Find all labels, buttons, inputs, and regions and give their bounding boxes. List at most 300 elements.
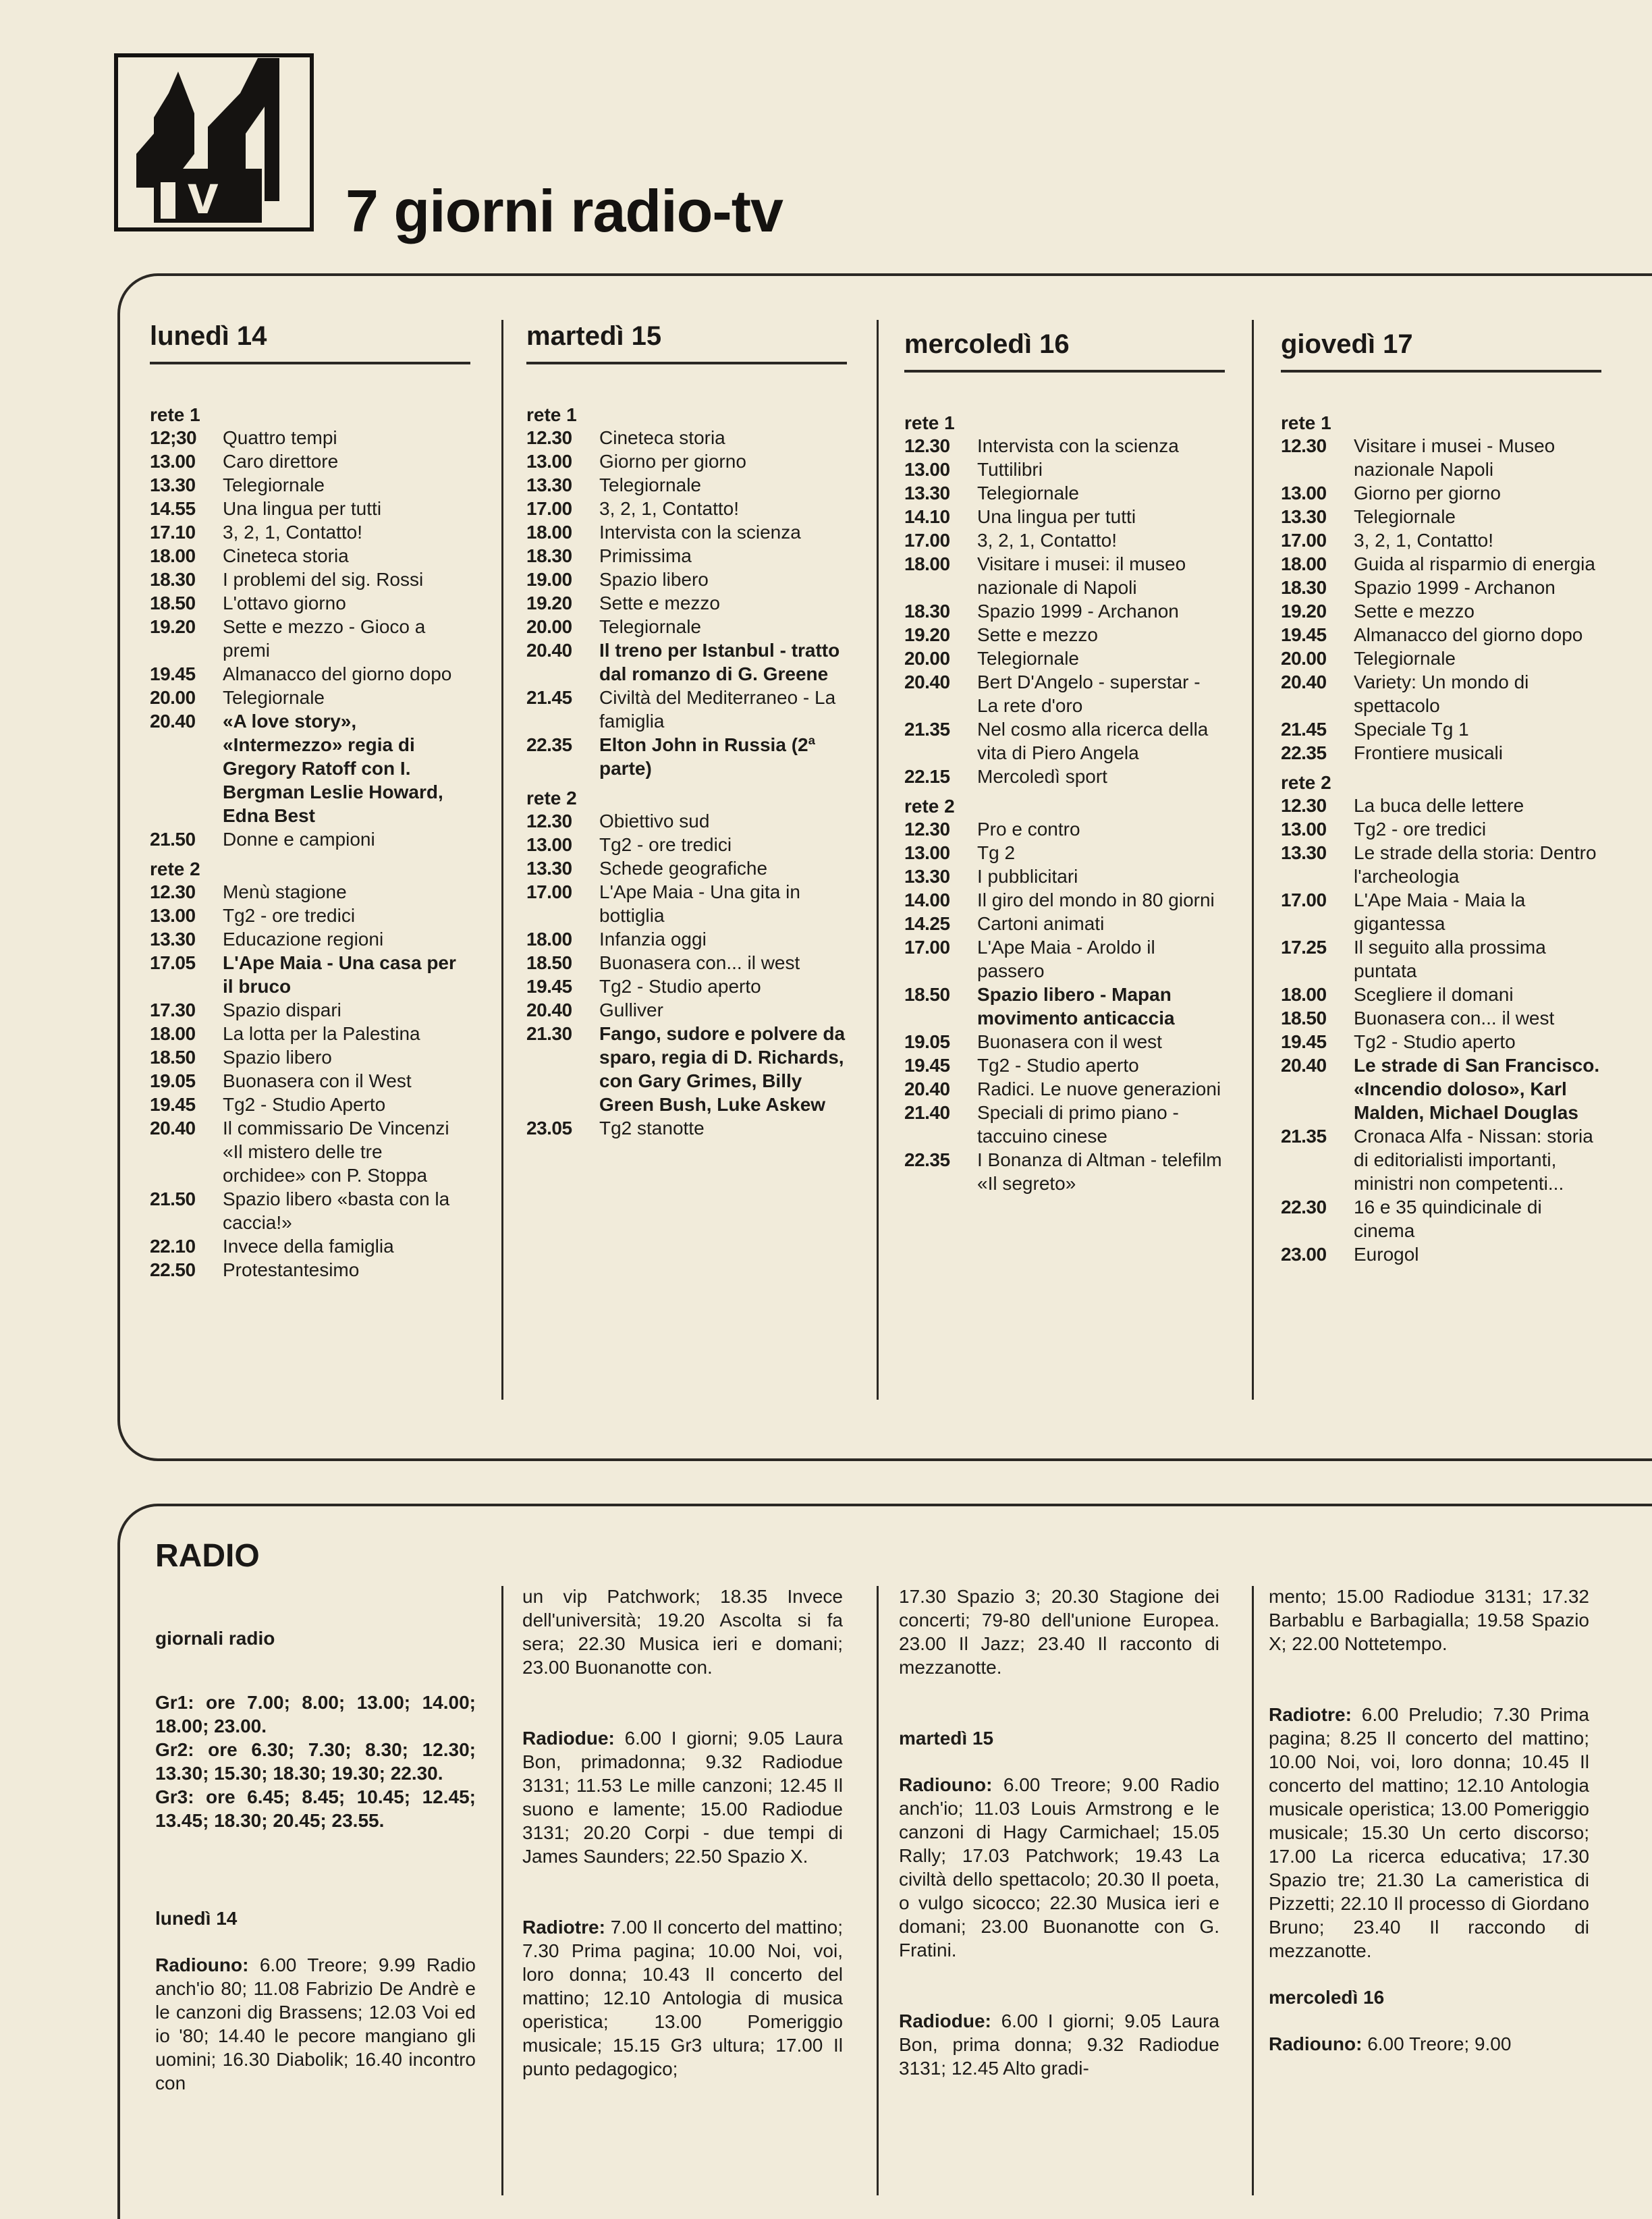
entry-program: Scegliere il domani bbox=[1354, 984, 1514, 1005]
entry-program: Una lingua per tutti bbox=[977, 506, 1136, 527]
channel-label: rete 1 bbox=[526, 404, 577, 425]
entry-time: 18.30 bbox=[526, 545, 572, 566]
entry-time: 19.20 bbox=[526, 593, 572, 613]
day-column bbox=[150, 316, 470, 1282]
schedule-entry bbox=[526, 975, 847, 998]
schedule-entry bbox=[150, 1045, 470, 1069]
channel-label: rete 2 bbox=[526, 788, 577, 809]
schedule-entry bbox=[1281, 841, 1601, 888]
schedule-entry bbox=[1281, 888, 1601, 935]
radio-paragraph: Radiodue: 6.00 I giorni; 9.05 Laura Bon, primadonna; 9.32 Radiodue 3131; 11.53 Le mille canzoni; 12.45 Il suono e lamente; 15.00 Radiodue 3131; 20.20 Corpi - due tempi di James Saunders; 22.50 Spazio X. bbox=[522, 1728, 843, 1867]
entry-time: 12.30 bbox=[526, 427, 572, 448]
entry-time: 17.00 bbox=[526, 498, 572, 519]
entry-program: Fango, sudore e polvere da sparo, regia di D. Richards, con Gary Grimes, Billy Green Bush, Luke Askew bbox=[599, 1023, 846, 1115]
entry-time: 14.55 bbox=[150, 498, 196, 519]
entry-time: 20.40 bbox=[150, 1118, 196, 1139]
entry-time: 18.00 bbox=[150, 1023, 196, 1044]
entry-program: Invece della famiglia bbox=[223, 1236, 394, 1257]
schedule-entry bbox=[526, 1116, 847, 1140]
entry-time: 12.30 bbox=[904, 819, 950, 840]
entry-time: 17.00 bbox=[904, 937, 950, 958]
entry-program: Intervista con la scienza bbox=[977, 435, 1179, 456]
entry-program: 3, 2, 1, Contatto! bbox=[223, 522, 363, 543]
schedule-entry bbox=[526, 833, 847, 856]
day-column bbox=[526, 316, 847, 1140]
schedule-entry bbox=[904, 888, 1225, 912]
schedule-entry bbox=[526, 426, 847, 449]
schedule-entry bbox=[150, 520, 470, 544]
schedule-entry bbox=[150, 662, 470, 686]
schedule-entry bbox=[1281, 741, 1601, 765]
entry-time: 23.05 bbox=[526, 1118, 572, 1139]
entry-time: 12.30 bbox=[526, 811, 572, 831]
entry-time: 18.00 bbox=[526, 929, 572, 950]
schedule-entry bbox=[1281, 1124, 1601, 1195]
schedule-entry bbox=[904, 599, 1225, 623]
schedule-entry bbox=[904, 841, 1225, 865]
entry-time: 13.30 bbox=[150, 474, 196, 495]
schedule-entry bbox=[904, 528, 1225, 552]
entry-time: 22.35 bbox=[1281, 742, 1327, 763]
entry-program: Sette e mezzo bbox=[1354, 601, 1475, 622]
entry-time: 20.40 bbox=[1281, 672, 1327, 692]
entry-time: 13.30 bbox=[1281, 842, 1327, 863]
entry-time: 12.30 bbox=[150, 881, 196, 902]
schedule-entry bbox=[904, 647, 1225, 670]
schedule-entry bbox=[904, 481, 1225, 505]
entry-program: L'Ape Maia - Una casa per il bruco bbox=[223, 952, 456, 997]
schedule-entry bbox=[904, 1030, 1225, 1053]
schedule-entry bbox=[150, 1116, 470, 1187]
entry-time: 13.00 bbox=[1281, 483, 1327, 503]
entry-time: 17.25 bbox=[1281, 937, 1327, 958]
entry-time: 17.05 bbox=[150, 952, 196, 973]
schedule-entry bbox=[904, 1101, 1225, 1148]
schedule-entry bbox=[1281, 1030, 1601, 1053]
entry-program: Sette e mezzo bbox=[599, 593, 720, 613]
radio-paragraph: mento; 15.00 Radiodue 3131; 17.32 Barbablu e Barbagialla; 19.58 Spazio X; 22.00 Nottetempo. bbox=[1269, 1586, 1589, 1654]
entry-program: Nel cosmo alla ricerca della vita di Piero Angela bbox=[977, 719, 1209, 763]
schedule-entry bbox=[150, 951, 470, 998]
entry-program: Telegiornale bbox=[1354, 506, 1456, 527]
day-heading: lunedì 14 bbox=[155, 1908, 238, 1929]
entry-time: 20.40 bbox=[526, 640, 572, 661]
column-divider bbox=[877, 320, 879, 1400]
entry-program: «A love story», «Intermezzo» regia di Gregory Ratoff con I. Bergman Leslie Howard, Edna Best bbox=[223, 711, 443, 826]
day-heading: martedì 15 bbox=[526, 321, 662, 351]
schedule-entry bbox=[1281, 1006, 1601, 1030]
column-divider bbox=[501, 1586, 503, 2195]
entry-time: 20.00 bbox=[526, 616, 572, 637]
heading-rule bbox=[526, 362, 847, 364]
schedule-entry bbox=[526, 880, 847, 927]
schedule-entry bbox=[150, 827, 470, 851]
entry-time: 19.45 bbox=[904, 1055, 950, 1076]
schedule-entry bbox=[526, 686, 847, 733]
schedule-entry bbox=[150, 904, 470, 927]
entry-program: Telegiornale bbox=[223, 474, 325, 495]
entry-time: 13.30 bbox=[904, 483, 950, 503]
entry-program: Speciali di primo piano - taccuino cinese bbox=[977, 1102, 1179, 1147]
entry-time: 20.00 bbox=[904, 648, 950, 669]
schedule-entry bbox=[150, 497, 470, 520]
schedule-entry bbox=[904, 1148, 1225, 1195]
schedule-entry bbox=[526, 615, 847, 638]
schedule-entry bbox=[1281, 794, 1601, 817]
entry-program: I pubblicitari bbox=[977, 866, 1078, 887]
entry-program: 16 e 35 quindicinale di cinema bbox=[1354, 1197, 1542, 1241]
entry-time: 18.00 bbox=[1281, 984, 1327, 1005]
entry-time: 22.35 bbox=[904, 1149, 950, 1170]
entry-program: I problemi del sig. Rossi bbox=[223, 569, 424, 590]
entry-program: La lotta per la Palestina bbox=[223, 1023, 420, 1044]
entry-time: 17.10 bbox=[150, 522, 196, 543]
schedule-entry bbox=[1281, 552, 1601, 576]
schedule-entry bbox=[904, 1053, 1225, 1077]
entry-time: 13.30 bbox=[526, 474, 572, 495]
schedule-entry bbox=[150, 615, 470, 662]
schedule-entry bbox=[150, 1069, 470, 1093]
schedule-entry bbox=[904, 505, 1225, 528]
entry-time: 13.00 bbox=[904, 842, 950, 863]
entry-time: 20.00 bbox=[150, 687, 196, 708]
radio-paragraph: Radiotre: 7.00 Il concerto del mattino; 7.30 Prima pagina; 10.00 Noi, voi, loro donna; 10.43 Il concerto del mattino; 12.10 Antologia di musica operistica; 13.00 Pomeriggio musicale; 15.15 Gr3 ultura; 17.00 Il punto pedagogico; bbox=[522, 1917, 843, 2079]
schedule-entry bbox=[904, 458, 1225, 481]
schedule-entry bbox=[1281, 647, 1601, 670]
entry-program: Buonasera con il west bbox=[977, 1031, 1162, 1052]
entry-time: 21.45 bbox=[526, 687, 572, 708]
column-divider bbox=[1252, 1586, 1254, 2195]
schedule-entry bbox=[150, 998, 470, 1022]
schedule-entry bbox=[526, 856, 847, 880]
schedule-entry bbox=[526, 927, 847, 951]
entry-program: Donne e campioni bbox=[223, 829, 375, 850]
entry-time: 21.50 bbox=[150, 1188, 196, 1209]
entry-program: Obiettivo sud bbox=[599, 811, 710, 831]
entry-program: L'ottavo giorno bbox=[223, 593, 346, 613]
entry-program: Almanacco del giorno dopo bbox=[1354, 624, 1583, 645]
entry-time: 18.50 bbox=[1281, 1008, 1327, 1029]
radio-column-2 bbox=[522, 1585, 843, 2104]
entry-time: 18.50 bbox=[150, 593, 196, 613]
entry-program: Tg2 - Studio aperto bbox=[1354, 1031, 1516, 1052]
entry-program: Spazio libero - Mapan movimento anticaccia bbox=[977, 984, 1175, 1029]
radio-paragraph: Radiotre: 6.00 Preludio; 7.30 Prima pagina; 8.25 Il concerto del mattino; 10.00 Noi, voi, loro donna; 10.45 Il concerto del mattino; 12.10 Antologia musicale operistica; 13.00 Pomeriggio musicale; 15.30 Un certo discorso; 17.00 La ricerca educativa; 17.30 Spazio tre; 21.30 La cameristica di Pizzetti; 22.10 Il processo di Giordano Bruno; 23.40 Il raccondo di mezzanotte. bbox=[1269, 1704, 1589, 1961]
schedule-entry bbox=[904, 817, 1225, 841]
channel-label: rete 1 bbox=[1281, 412, 1331, 433]
entry-program: 3, 2, 1, Contatto! bbox=[977, 530, 1118, 551]
schedule-entry bbox=[526, 998, 847, 1022]
gr-line: Gr2: ore 6.30; 7.30; 8.30; 12.30; 13.30; 15.30; 18.30; 19.30; 22.30. bbox=[155, 1739, 476, 1784]
entry-program: Pro e contro bbox=[977, 819, 1080, 840]
entry-program: Sette e mezzo - Gioco a premi bbox=[223, 616, 426, 661]
schedule-entry bbox=[1281, 528, 1601, 552]
entry-time: 22.50 bbox=[150, 1259, 196, 1280]
entry-program: Spazio 1999 - Archanon bbox=[1354, 577, 1555, 598]
tv-logo bbox=[113, 53, 314, 232]
day-heading: lunedì 14 bbox=[150, 321, 267, 351]
entry-time: 20.40 bbox=[904, 1078, 950, 1099]
schedule-entry bbox=[904, 912, 1225, 935]
entry-program: Buonasera con... il west bbox=[599, 952, 800, 973]
entry-time: 21.50 bbox=[150, 829, 196, 850]
entry-program: Caro direttore bbox=[223, 451, 339, 472]
day-column bbox=[904, 324, 1225, 1195]
schedule-entry bbox=[904, 1077, 1225, 1101]
entry-program: Elton John in Russia (2ª parte) bbox=[599, 734, 815, 779]
entry-program: Almanacco del giorno dopo bbox=[223, 663, 452, 684]
schedule-entry bbox=[150, 568, 470, 591]
schedule-entry bbox=[150, 473, 470, 497]
schedule-entry bbox=[904, 623, 1225, 647]
entry-time: 22.15 bbox=[904, 766, 950, 787]
channel-label: rete 2 bbox=[150, 858, 200, 879]
schedule-entry bbox=[904, 717, 1225, 765]
entry-program: Giorno per giorno bbox=[1354, 483, 1501, 503]
schedule-entry bbox=[526, 1022, 847, 1116]
radio-paragraph: Radiouno: 6.00 Treore; 9.00 bbox=[1269, 2033, 1512, 2054]
entry-program: Le strade della storia: Dentro l'archeologia bbox=[1354, 842, 1597, 887]
column-divider bbox=[877, 1586, 879, 2195]
entry-program: 3, 2, 1, Contatto! bbox=[1354, 530, 1494, 551]
radio-paragraph: Radiouno: 6.00 Treore; 9.99 Radio anch'io 80; 11.08 Fabrizio De Andrè e le canzoni dig Brassens; 12.03 Voi ed io '80; 14.40 le pecore mangiano gli uomini; 16.30 Diabolik; 16.40 incontro con bbox=[155, 1954, 476, 2093]
entry-time: 12.30 bbox=[904, 435, 950, 456]
svg-text:v: v bbox=[188, 164, 219, 225]
entry-program: Visitare i musei - Museo nazionale Napoli bbox=[1354, 435, 1555, 480]
schedule-entry bbox=[526, 520, 847, 544]
channel-label: rete 1 bbox=[904, 412, 955, 433]
entry-program: Cineteca storia bbox=[599, 427, 725, 448]
entry-time: 19.20 bbox=[904, 624, 950, 645]
entry-program: Guida al risparmio di energia bbox=[1354, 553, 1595, 574]
entry-time: 17.00 bbox=[1281, 530, 1327, 551]
entry-program: Buonasera con il West bbox=[223, 1070, 412, 1091]
entry-time: 19.45 bbox=[150, 1094, 196, 1115]
entry-program: Le strade di San Francisco. «Incendio doloso», Karl Malden, Michael Douglas bbox=[1354, 1055, 1600, 1123]
entry-time: 14.10 bbox=[904, 506, 950, 527]
entry-program: Telegiornale bbox=[977, 648, 1079, 669]
entry-program: Frontiere musicali bbox=[1354, 742, 1503, 763]
entry-program: Mercoledì sport bbox=[977, 766, 1107, 787]
entry-program: Civiltà del Mediterraneo - La famiglia bbox=[599, 687, 836, 732]
channel-label: rete 2 bbox=[1281, 772, 1331, 793]
entry-program: Variety: Un mondo di spettacolo bbox=[1354, 672, 1529, 716]
entry-time: 14.00 bbox=[904, 889, 950, 910]
schedule-entry bbox=[904, 865, 1225, 888]
entry-program: Giorno per giorno bbox=[599, 451, 746, 472]
section-heading: giornali radio bbox=[155, 1628, 275, 1649]
schedule-entry bbox=[150, 1234, 470, 1258]
entry-program: Spazio libero «basta con la caccia!» bbox=[223, 1188, 450, 1233]
entry-time: 21.35 bbox=[1281, 1126, 1327, 1147]
heading-rule bbox=[904, 370, 1225, 373]
entry-time: 14.25 bbox=[904, 913, 950, 934]
schedule-entry bbox=[904, 552, 1225, 599]
entry-time: 19.05 bbox=[150, 1070, 196, 1091]
entry-time: 13.30 bbox=[526, 858, 572, 879]
schedule-entry bbox=[150, 1187, 470, 1234]
entry-program: Intervista con la scienza bbox=[599, 522, 801, 543]
entry-program: Buonasera con... il west bbox=[1354, 1008, 1555, 1029]
gr-line: Gr3: ore 6.45; 8.45; 10.45; 12.45; 13.45; 18.30; 20.45; 23.55. bbox=[155, 1786, 476, 1831]
entry-time: 17.00 bbox=[1281, 889, 1327, 910]
entry-time: 20.40 bbox=[526, 999, 572, 1020]
entry-program: La buca delle lettere bbox=[1354, 795, 1524, 816]
day-heading: mercoledì 16 bbox=[904, 329, 1070, 359]
entry-program: 3, 2, 1, Contatto! bbox=[599, 498, 740, 519]
schedule-entry bbox=[526, 544, 847, 568]
day-heading: mercoledì 16 bbox=[1269, 1987, 1385, 2008]
schedule-entry bbox=[526, 733, 847, 780]
entry-time: 22.10 bbox=[150, 1236, 196, 1257]
entry-time: 12.30 bbox=[1281, 435, 1327, 456]
entry-program: Spazio dispari bbox=[223, 999, 341, 1020]
schedule-entry bbox=[1281, 599, 1601, 623]
schedule-entry bbox=[904, 983, 1225, 1030]
schedule-entry bbox=[150, 544, 470, 568]
schedule-entry bbox=[1281, 717, 1601, 741]
entry-time: 22.35 bbox=[526, 734, 572, 755]
entry-program: Radici. Le nuove generazioni bbox=[977, 1078, 1221, 1099]
entry-program: Speciale Tg 1 bbox=[1354, 719, 1469, 740]
schedule-entry bbox=[150, 591, 470, 615]
entry-time: 21.35 bbox=[904, 719, 950, 740]
radio-column-1 bbox=[155, 1626, 476, 2118]
entry-time: 21.30 bbox=[526, 1023, 572, 1044]
entry-time: 13.00 bbox=[904, 459, 950, 480]
entry-program: Primissima bbox=[599, 545, 692, 566]
entry-program: Spazio libero bbox=[223, 1047, 332, 1068]
schedule-entry bbox=[1281, 481, 1601, 505]
entry-time: 18.50 bbox=[526, 952, 572, 973]
day-heading: martedì 15 bbox=[899, 1728, 994, 1749]
gr-line: Gr1: ore 7.00; 8.00; 13.00; 14.00; 18.00; 23.00. bbox=[155, 1692, 476, 1736]
entry-program: L'Ape Maia - Aroldo il passero bbox=[977, 937, 1155, 981]
channel-label: rete 1 bbox=[150, 404, 200, 425]
radio-title: RADIO bbox=[155, 1538, 260, 1574]
column-divider bbox=[501, 320, 503, 1400]
schedule-entry bbox=[904, 765, 1225, 788]
radio-paragraph: un vip Patchwork; 18.35 Invece dell'università; 19.20 Ascolta si fa sera; 22.30 Musica ieri e domani; 23.00 Buonanotte con. bbox=[522, 1586, 843, 1678]
entry-program: L'Ape Maia - Una gita in bottiglia bbox=[599, 881, 800, 926]
entry-program: Tg2 - ore tredici bbox=[1354, 819, 1487, 840]
radio-column-3 bbox=[899, 1585, 1219, 2103]
entry-program: Visitare i musei: il museo nazionale di Napoli bbox=[977, 553, 1186, 598]
entry-time: 13.30 bbox=[904, 866, 950, 887]
schedule-entry bbox=[526, 449, 847, 473]
schedule-entry bbox=[526, 473, 847, 497]
entry-time: 17.00 bbox=[526, 881, 572, 902]
schedule-entry bbox=[150, 1258, 470, 1282]
schedule-entry bbox=[150, 927, 470, 951]
entry-program: Tg2 - Studio aperto bbox=[599, 976, 761, 997]
radio-paragraph: Radiouno: 6.00 Treore; 9.00 Radio anch'io; 11.03 Louis Armstrong e le canzoni di Hagy Carmichael; 15.05 Rally; 17.03 Patchwork; 19.43 La civiltà dello spettacolo; 20.30 Il poeta, o vulgo sicocco; 22.30 Musica ieri e domani; 23.00 Buonanotte con G. Fratini. bbox=[899, 1774, 1219, 1961]
entry-time: 19.05 bbox=[904, 1031, 950, 1052]
entry-program: Telegiornale bbox=[1354, 648, 1456, 669]
schedule-entry bbox=[526, 951, 847, 975]
entry-time: 18.50 bbox=[150, 1047, 196, 1068]
entry-time: 21.45 bbox=[1281, 719, 1327, 740]
entry-program: Tg2 - ore tredici bbox=[223, 905, 356, 926]
entry-time: 20.40 bbox=[150, 711, 196, 732]
entry-program: Menù stagione bbox=[223, 881, 347, 902]
entry-program: Spazio libero bbox=[599, 569, 709, 590]
entry-program: L'Ape Maia - Maia la gigantessa bbox=[1354, 889, 1526, 934]
entry-program: Tg2 - Studio Aperto bbox=[223, 1094, 386, 1115]
entry-program: Telegiornale bbox=[223, 687, 325, 708]
entry-time: 20.40 bbox=[904, 672, 950, 692]
radio-paragraph: 17.30 Spazio 3; 20.30 Stagione dei concerti; 79-80 dell'unione Europea. 23.00 Il Jazz; 23.40 Il racconto di mezzanotte. bbox=[899, 1586, 1219, 1678]
entry-time: 18.30 bbox=[904, 601, 950, 622]
radio-column-4 bbox=[1269, 1585, 1589, 2079]
schedule-entry bbox=[1281, 505, 1601, 528]
schedule-entry bbox=[904, 434, 1225, 458]
entry-program: Telegiornale bbox=[599, 474, 701, 495]
entry-program: Il seguito alla prossima puntata bbox=[1354, 937, 1546, 981]
schedule-entry bbox=[1281, 434, 1601, 481]
entry-program: Quattro tempi bbox=[223, 427, 337, 448]
schedule-entry bbox=[150, 1093, 470, 1116]
entry-program: Telegiornale bbox=[977, 483, 1079, 503]
schedule-entry bbox=[904, 935, 1225, 983]
entry-program: Infanzia oggi bbox=[599, 929, 707, 950]
entry-time: 18.30 bbox=[1281, 577, 1327, 598]
entry-time: 19.20 bbox=[1281, 601, 1327, 622]
day-heading: giovedì 17 bbox=[1281, 329, 1413, 359]
entry-program: Gulliver bbox=[599, 999, 663, 1020]
entry-time: 19.45 bbox=[1281, 1031, 1327, 1052]
entry-program: Cineteca storia bbox=[223, 545, 349, 566]
schedule-entry bbox=[1281, 623, 1601, 647]
entry-time: 13.30 bbox=[1281, 506, 1327, 527]
entry-program: Protestantesimo bbox=[223, 1259, 360, 1280]
entry-program: Educazione regioni bbox=[223, 929, 384, 950]
heading-rule bbox=[1281, 370, 1601, 373]
entry-time: 13.00 bbox=[1281, 819, 1327, 840]
channel-label: rete 2 bbox=[904, 796, 955, 817]
entry-time: 21.40 bbox=[904, 1102, 950, 1123]
entry-program: Tg2 - ore tredici bbox=[599, 834, 732, 855]
entry-program: Bert D'Angelo - superstar - La rete d'oro bbox=[977, 672, 1201, 716]
entry-time: 18.00 bbox=[904, 553, 950, 574]
schedule-entry bbox=[526, 638, 847, 686]
entry-program: Tg 2 bbox=[977, 842, 1016, 863]
schedule-entry bbox=[526, 591, 847, 615]
heading-rule bbox=[150, 362, 470, 364]
entry-program: Il commissario De Vincenzi «Il mistero delle tre orchidee» con P. Stoppa bbox=[223, 1118, 449, 1186]
schedule-entry bbox=[150, 426, 470, 449]
entry-time: 22.30 bbox=[1281, 1197, 1327, 1217]
entry-time: 13.30 bbox=[150, 929, 196, 950]
entry-program: Sette e mezzo bbox=[977, 624, 1098, 645]
schedule-entry bbox=[526, 809, 847, 833]
schedule-entry bbox=[150, 686, 470, 709]
entry-program: I Bonanza di Altman - telefilm «Il segreto» bbox=[977, 1149, 1222, 1194]
entry-time: 12.30 bbox=[1281, 795, 1327, 816]
column-divider bbox=[1252, 320, 1254, 1400]
schedule-entry bbox=[1281, 1242, 1601, 1266]
entry-time: 13.00 bbox=[526, 834, 572, 855]
schedule-entry bbox=[1281, 935, 1601, 983]
schedule-entry bbox=[150, 880, 470, 904]
schedule-entry bbox=[150, 1022, 470, 1045]
entry-time: 19.45 bbox=[1281, 624, 1327, 645]
entry-program: Tuttilibri bbox=[977, 459, 1043, 480]
entry-time: 19.45 bbox=[526, 976, 572, 997]
schedule-entry bbox=[1281, 983, 1601, 1006]
entry-time: 19.20 bbox=[150, 616, 196, 637]
entry-program: Schede geografiche bbox=[599, 858, 768, 879]
